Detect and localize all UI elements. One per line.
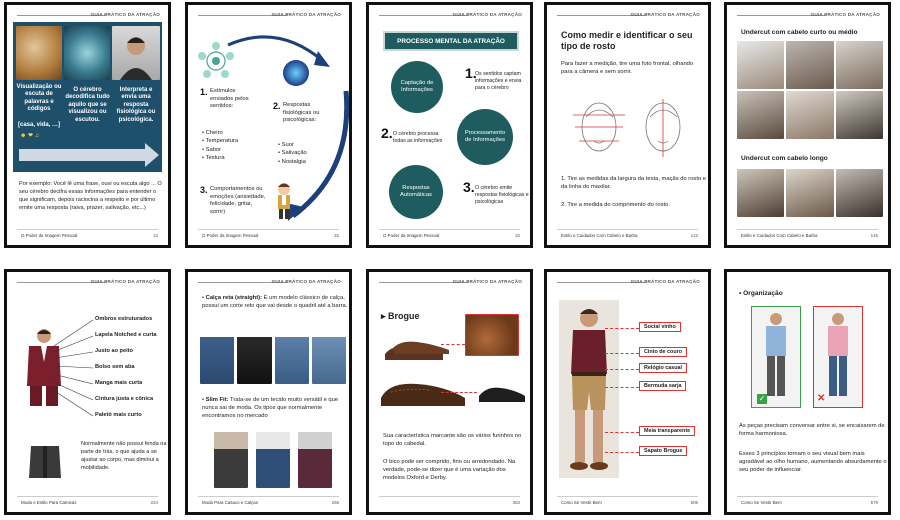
page-number: 32: [515, 233, 520, 238]
haircut-grid-short: [737, 41, 883, 139]
shoe-black: [477, 380, 527, 404]
step-3-text: O cérebro emite respostas fisiológicas e psicológicas: [475, 185, 529, 205]
section-title: • Organização: [739, 290, 783, 297]
outfit-label: Bermuda sarja: [639, 381, 686, 391]
haircut-grid-long: [737, 169, 883, 217]
list-item: • Nostalgia: [278, 158, 307, 166]
arrow-right-icon: [19, 143, 159, 167]
footer-rule: [379, 496, 520, 497]
photo-brain: [64, 26, 110, 80]
bad-outfit-figure: [814, 307, 862, 407]
page-thumbnail-5[interactable]: [724, 2, 891, 248]
panel-1-subtext: [casa, vida, …]: [17, 122, 61, 128]
page-footer: Estilo e Cuidados Com Cabelo e Barba: [741, 233, 818, 238]
page-header: GUIA PRÁTICO DA ATRAÇÃO: [810, 12, 880, 17]
item-1: • Calça reta (straight): É um modelo clássico de calça, possui um corte reto que vai desde o quadril até a barra.: [202, 295, 348, 309]
page-title: Como medir e identificar o seu tipo de rosto: [561, 30, 693, 51]
page-thumbnail-1[interactable]: [4, 2, 171, 248]
item-2-title: Slim Fit:: [205, 397, 229, 403]
suit-back-illustration: [27, 442, 63, 482]
footer-rule: [737, 496, 878, 497]
list-item: • Cheiro: [202, 129, 238, 137]
pants-photo: [298, 432, 332, 488]
page-thumbnail-8[interactable]: [366, 269, 533, 515]
item-2-text: Respostas fisiológicas ou psicológicas:: [283, 102, 320, 124]
page-header: GUIA PRÁTICO DA ATRAÇÃO: [452, 12, 522, 17]
page-thumbnail-7[interactable]: [185, 269, 352, 515]
outfit-label: Sapato Brogue: [639, 446, 687, 456]
pointer-lines: [47, 312, 97, 422]
page-footer: Como Se Vestir Bem: [561, 500, 602, 505]
footer-rule: [379, 229, 520, 230]
item-2: • Slim Fit: Trata-se de um tecido muito versátil e que nunca sai de moda. Os tipos que normalmente encontramos no mercado: [202, 397, 339, 419]
pants-photo-row-1: [200, 332, 346, 384]
body-text-1: As peças precisam conversar entre si, se encaixarem de forma harmoniosa.: [739, 423, 885, 437]
page-number: 15: [334, 233, 339, 238]
page-footer: O Poder da Imagem Pessoal: [202, 233, 259, 238]
item-3-number: 3.: [200, 185, 208, 195]
haircut-photo: [786, 169, 833, 217]
outfit-label: Meia transparente: [639, 426, 695, 436]
pants-photo: [275, 332, 309, 384]
page-footer: Moda e Estilo Para Camisas: [21, 500, 77, 505]
circle-processing: Processamento de Informações: [457, 109, 513, 165]
haircut-photo: [836, 91, 883, 139]
feature-label: Cintura justa e cônica: [95, 396, 154, 402]
step-2-number: 2.: [381, 125, 393, 141]
haircut-photo: [737, 41, 784, 89]
page-footer: Como Se Vestir Bem: [741, 500, 782, 505]
brogue-closeup-photo: [465, 314, 519, 356]
callout-line: [605, 328, 639, 329]
brain-icon: [283, 60, 309, 86]
page-thumbnail-3[interactable]: [366, 2, 533, 248]
step-1-number: 1.: [465, 65, 477, 81]
item-1-text: Estímulos enviados pelos sentidos:: [210, 88, 249, 110]
intro-text: Para fazer a medição, tire uma foto frontal, olhando para a câmera e sem sorrir.: [561, 61, 694, 75]
senses-list: [202, 129, 238, 163]
step-1-text: Os sentidos captam informações e envia para o cérebro: [475, 71, 522, 91]
page-thumbnail-9[interactable]: [544, 269, 711, 515]
haircut-photo: [786, 41, 833, 89]
step-2-text: 2. Tire a medida do comprimento do rosto.: [561, 202, 670, 208]
page-header: GUIA PRÁTICO DA ATRAÇÃO: [90, 12, 160, 17]
page-number: 505: [690, 500, 698, 505]
panel-3-text: Interpreta e envia uma resposta fisiológica ou psicológica.: [116, 87, 156, 123]
feature-label: Justo ao peito: [95, 348, 133, 354]
item-1-title: Calça reta (straight):: [205, 295, 263, 301]
item-1-number: 1.: [200, 87, 208, 97]
page-thumbnail-4[interactable]: [544, 2, 711, 248]
page-footer: O Poder da Imagem Pessoal: [21, 233, 78, 238]
step-2-text: O cérebro processa todas as informações: [393, 131, 443, 144]
footer-rule: [17, 229, 158, 230]
section-title-short: Undercut com cabelo curto ou médio: [741, 29, 858, 36]
body-text-2: O bico pode ser comprido, fino ou arredondado. Na verdade, pode-se dizer que é uma variação dos modelos Oxford e Derby.: [383, 459, 516, 481]
circle-responses: Respostas Automáticas: [389, 165, 443, 219]
step-1-text: 1. Tire as medidas da largura da testa, maçãs do rosto e da linha do maxilar.: [561, 176, 706, 190]
circle-capture: Captação de Informações: [391, 61, 443, 113]
list-item: • Suor: [278, 141, 307, 149]
page-title: PROCESSO MENTAL DA ATRAÇÃO: [397, 37, 505, 45]
feature-label: Lapela Notched e curta: [95, 332, 157, 338]
list-item: • Temperatura: [202, 137, 238, 145]
title-text: Brogue: [388, 311, 420, 321]
haircut-photo: [836, 169, 883, 217]
list-item: • Textura: [202, 154, 238, 162]
page-footer: O Poder da Imagem Pessoal: [383, 233, 440, 238]
callout-line: [605, 452, 639, 453]
body-text: Normalmente não possui fenda na parte de trás, o que ajuda a se ajustar ao corpo, mas diminui a mobilidade.: [81, 441, 167, 471]
outfit-label: Social vinho: [639, 322, 681, 332]
photo-man: [112, 26, 160, 80]
page-header: GUIA PRÁTICO DA ATRAÇÃO: [630, 12, 700, 17]
body-text: Por exemplo: Você lê uma frase, ouvi ou escuta algo ... O seu cérebro decifra essas informações para entender o que significam, depois raciocina a respeito e por último emite uma resposta (raiva, prazer, salivação, etc...): [19, 181, 162, 211]
feature-label: Manga mais curta: [95, 380, 143, 386]
panel-2-text: O cérebro decodifica tudo aquilo que se visualizou ou escutou.: [65, 87, 110, 123]
emoji-icons: ☻ ❤ ♫: [20, 133, 40, 139]
page-footer: Moda Para Casaco e Calças: [202, 500, 258, 505]
haircut-photo: [737, 169, 784, 217]
item-2-number: 2.: [273, 101, 281, 111]
pants-photo: [200, 332, 234, 384]
callout-line: [441, 344, 465, 345]
body-text-2: Esses 3 princípios tornam o seu visual bem mais agradável ao olho humano, aumentando absurdamente o seu poder de influenciar.: [739, 451, 887, 473]
page-number: 146: [870, 233, 878, 238]
body-text-1: Sua característica marcante são os vários furinhos no topo do cabedal.: [383, 433, 522, 447]
page-header: GUIA PRÁTICO DA ATRAÇÃO: [271, 12, 341, 17]
shoe-brown-pair: [383, 334, 453, 364]
page-number: 268: [331, 500, 339, 505]
callout-line: [441, 392, 477, 393]
section-title-long: Undercut com cabelo longo: [741, 155, 828, 162]
page-footer: Estilo e Cuidados Com Cabelo e Barba: [561, 233, 638, 238]
page-header: GUIA PRÁTICO DA ATRAÇÃO: [271, 279, 341, 284]
feature-label: Bolso sem aba: [95, 364, 135, 370]
page-number: 224: [150, 500, 158, 505]
pants-photo: [256, 432, 290, 488]
photo-textures: [16, 26, 62, 80]
page-thumbnail-10[interactable]: [724, 269, 891, 515]
callout-line: [605, 353, 639, 354]
page-header: GUIA PRÁTICO DA ATRAÇÃO: [90, 279, 160, 284]
cross-icon: ✕: [817, 393, 826, 404]
face-measure-illustration: [561, 93, 701, 163]
feature-label: Paletó mais curto: [95, 412, 142, 418]
step-3-number: 3.: [463, 179, 475, 195]
page-number: 122: [690, 233, 698, 238]
page-number: 13: [153, 233, 158, 238]
outfit-label: Cinto de couro: [639, 347, 687, 357]
title-text: Organização: [743, 290, 783, 297]
footer-rule: [198, 229, 339, 230]
page-thumbnail-2[interactable]: [185, 2, 352, 248]
page-thumbnail-6[interactable]: [4, 269, 171, 515]
callout-line: [605, 432, 639, 433]
footer-rule: [557, 496, 698, 497]
list-item: • Sabor: [202, 146, 238, 154]
pants-photo: [214, 432, 248, 488]
page-header: GUIA PRÁTICO DA ATRAÇÃO: [452, 279, 522, 284]
pants-photo-row-2: [214, 432, 332, 488]
cartoon-man-icon: [272, 181, 296, 221]
item-3-text: Comportamentos ou emoções (ansiedade, felicidade, gritar, sorrir): [210, 186, 266, 215]
page-header: GUIA PRÁTICO DA ATRAÇÃO: [630, 279, 700, 284]
list-item: • Salivação: [278, 149, 307, 157]
page-number: 353: [512, 500, 520, 505]
outfit-label: Relógio casual: [639, 363, 687, 373]
footer-rule: [198, 496, 339, 497]
footer-rule: [17, 496, 158, 497]
page-number: 579: [870, 500, 878, 505]
haircut-photo: [737, 91, 784, 139]
footer-rule: [737, 229, 878, 230]
item-2-text: Trata-se de um tecido muito versátil e que nunca sai de moda. Os tipos que normalmente encontramos no mercado: [202, 397, 339, 419]
responses-list: [278, 141, 307, 166]
check-icon: ✓: [758, 394, 766, 403]
haircut-photo: [786, 91, 833, 139]
haircut-photo: [836, 41, 883, 89]
page-title: ▸ Brogue: [381, 311, 420, 321]
callout-line: [605, 369, 639, 370]
panel-1-text: Visualização ou escuta de palavras e códigos: [16, 84, 62, 113]
feature-label: Ombros estruturados: [95, 316, 153, 322]
pants-photo: [237, 332, 271, 384]
item-1-text: É um modelo clássico de calça, possui um corte reto que vai desde o quadril até a barra.: [202, 295, 348, 309]
pants-photo: [312, 332, 346, 384]
title-banner: [383, 31, 519, 51]
good-outfit-frame: [751, 306, 801, 408]
good-outfit-figure: [752, 307, 800, 407]
footer-rule: [557, 229, 698, 230]
callout-line: [605, 387, 639, 388]
